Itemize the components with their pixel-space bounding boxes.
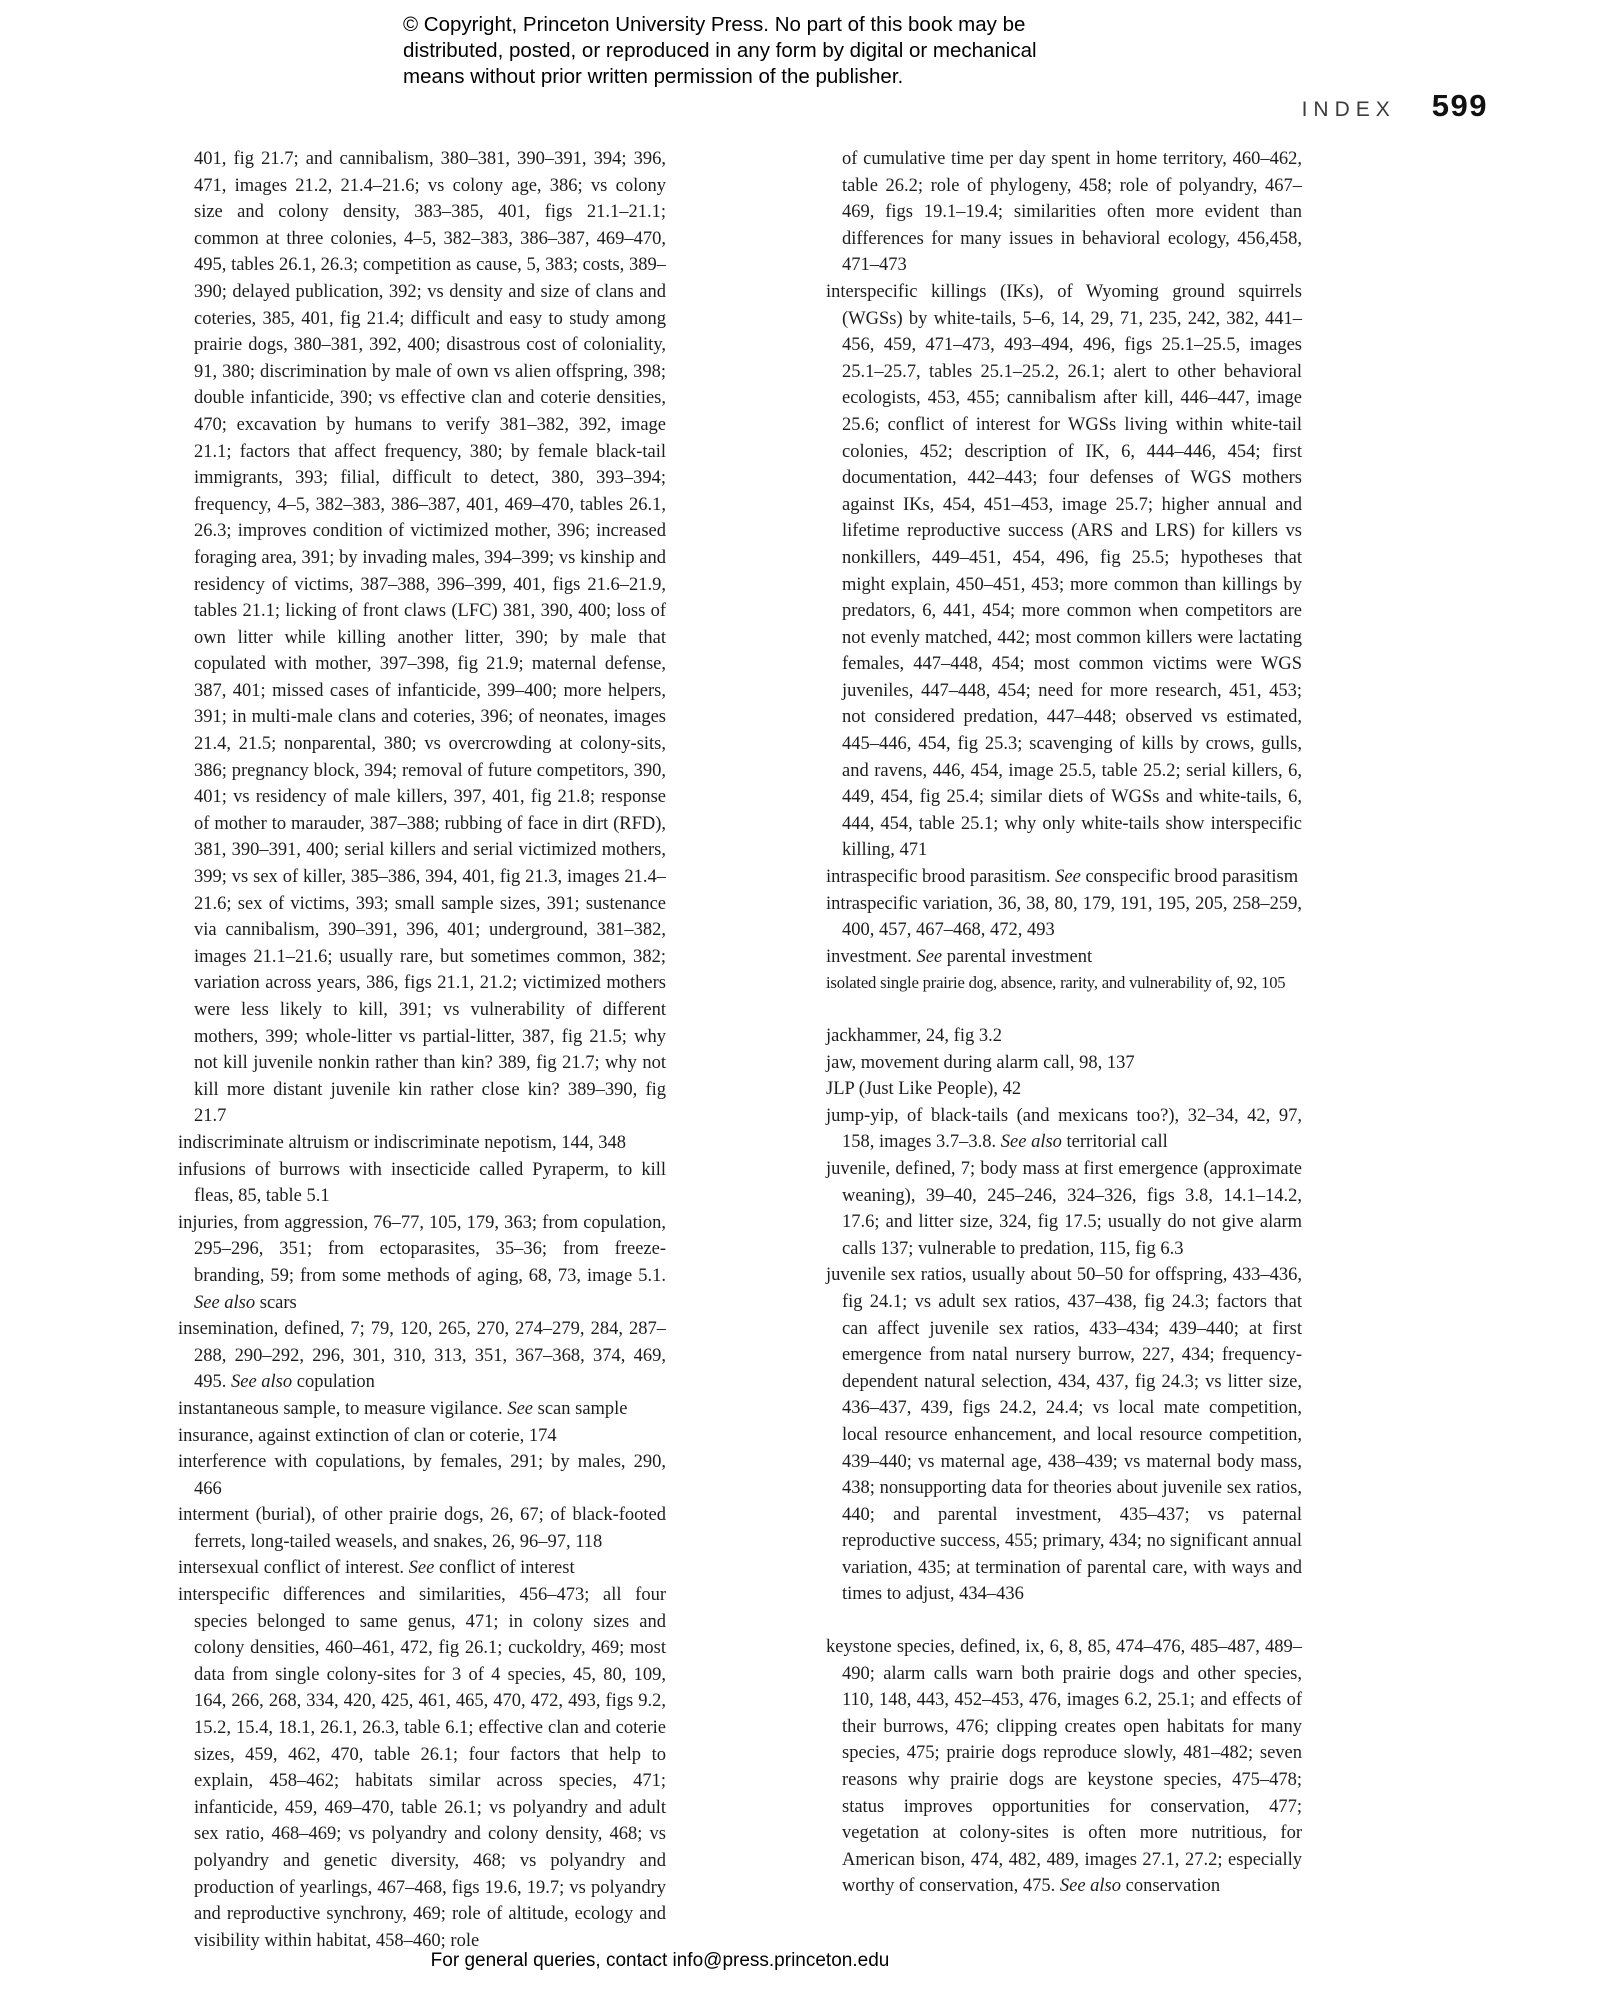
index-entry-text: instantaneous sample, to measure vigilance.	[178, 1398, 508, 1419]
cross-reference-label: See	[408, 1558, 435, 1579]
index-entry-text: scars	[255, 1292, 297, 1313]
index-entry-text: juvenile, defined, 7; body mass at first emergence (approximate weaning), 39–40, 245–246, 324–326, figs 3.8, 14.1–14.2, 17.6; and litter size, 324, fig 17.5; usually do not give alarm calls 137; vulnerable to predation, 115, fig 6.3	[826, 1158, 1302, 1259]
index-entry	[826, 1023, 1302, 1050]
index-entry-text: insemination, defined, 7; 79, 120, 265, 270, 274–279, 284, 287–288, 290–292, 296, 301, 310, 313, 351, 367–368, 374, 469, 495.	[178, 1319, 666, 1393]
copyright-notice	[403, 12, 1037, 90]
index-column-right	[826, 146, 1302, 1900]
index-entry	[826, 864, 1302, 891]
index-entry-text: 401, fig 21.7; and cannibalism, 380–381, 390–391, 394; 396, 471, images 21.2, 21.4–21.6; vs colony age, 386; vs colony size and colony density, 383–385, 401, figs 21.1–21.1; common at three colonies, 4–5, 382–383, 386–387, 469–470, 495, tables 26.1, 26.3; competition as cause, 5, 383; costs, 389–390; delayed publication, 392; vs density and size of clans and coteries, 385, 401, fig 21.4; difficult and easy to study among prairie dogs, 380–381, 392, 400; disastrous cost of coloniality, 91, 380; discrimination by male of own vs alien offspring, 398; double infanticide, 390; vs effective clan and coterie densities, 470; excavation by humans to verify 381–382, 392, image 21.1; factors that affect frequency, 380; by female black-tail immigrants, 393; filial, difficult to detect, 380, 393–394; frequency, 4–5, 382–383, 386–387, 401, 469–470, tables 26.1, 26.3; improves condition of victimized mother, 396; increased foraging area, 391; by invading males, 394–399; vs kinship and residency of victims, 387–388, 396–399, 401, figs 21.6–21.9, tables 21.1; licking of front claws (LFC) 381, 390, 400; loss of own litter while killing another litter, 390; by male that copulated with mother, 397–398, fig 21.9; maternal defense, 387, 401; missed cases of infanticide, 399–400; more helpers, 391; in multi-male clans and coteries, 396; of neonates, images 21.4, 21.5; nonparental, 380; vs overcrowding at colony-sits, 386; pregnancy block, 394; removal of future competitors, 390, 401; vs residency of male killers, 397, 401, fig 21.8; response of mother to marauder, 387–388; rubbing of face in dirt (RFD), 381, 390–391, 400; serial killers and serial victimized mothers, 399; vs sex of killer, 385–386, 394, 401, fig 21.3, images 21.4–21.6; sex of victims, 393; small sample sizes, 391; sustenance via cannibalism, 390–391, 396, 401; underground, 381–382, images 21.1–21.6; usually rare, but sometimes common, 382; variation across years, 386, figs 21.1, 21.2; victimized mothers were less likely to kill, 391; vs vulnerability of different mothers, 399; whole-litter vs partial-litter, 387, fig 21.5; why not kill juvenile nonkin rather than kin? 389, fig 21.7; why not kill more distant juvenile kin rather close kin? 389–390, fig 21.7	[194, 149, 666, 1127]
cross-reference-label: See also	[194, 1292, 256, 1313]
index-entry	[826, 279, 1302, 864]
index-entry	[826, 1050, 1302, 1077]
index-entry	[178, 1316, 666, 1396]
index-entry-text: interference with copulations, by females, 291; by males, 290, 466	[178, 1452, 666, 1499]
index-entry	[178, 1502, 666, 1555]
index-entry	[826, 1634, 1302, 1900]
copyright-line: means without prior written permission of the publisher.	[403, 65, 904, 88]
cross-reference-label: See also	[1059, 1876, 1121, 1897]
index-entry	[826, 1103, 1302, 1156]
index-entry-text: indiscriminate altruism or indiscriminate nepotism, 144, 348	[178, 1132, 627, 1153]
index-entry	[826, 1156, 1302, 1262]
index-entry	[178, 1157, 666, 1210]
copyright-line: © Copyright, Princeton University Press. No part of this book may be	[403, 13, 1026, 36]
index-entry	[178, 1423, 666, 1450]
index-entry	[178, 1396, 666, 1423]
cross-reference-label: See	[507, 1398, 533, 1419]
index-entry	[178, 1555, 666, 1582]
index-entry-text: interspecific killings (IKs), of Wyoming ground squirrels (WGSs) by white-tails, 5–6, 14, 29, 71, 235, 242, 382, 441–456, 459, 471–473, 493–494, 496, figs 25.1–25.5, images 25.1–25.7, tables 25.1–25.2, 26.1; alert to other behavioral ecologists, 453, 455; cannibalism after kill, 446–447, image 25.6; conflict of interest for WGSs living within white-tail colonies, 452; description of IK, 6, 444–446, 454; first documentation, 442–443; four defenses of WGS mothers against IKs, 454, 451–453, image 25.7; higher annual and lifetime reproductive success (ARS and LRS) for killers vs nonkillers, 449–451, 454, 496, fig 25.5; hypotheses that might explain, 450–451, 453; more common than killings by predators, 6, 441, 454; more common when competitors are not evenly matched, 442; most common killers were lactating females, 447–448, 454; most common victims were WGS juveniles, 447–448, 454; need for more research, 451, 453; not considered predation, 447–448; observed vs estimated, 445–446, 454, fig 25.3; scavenging of kills by crows, gulls, and ravens, 446, 454, image 25.5, table 25.2; serial killers, 6, 449, 454, fig 25.4; similar diets of WGSs and white-tails, 6, 444, 454, table 25.1; why only white-tails show interspecific killing, 471	[826, 281, 1302, 861]
index-entry-text: of cumulative time per day spent in home territory, 460–462, table 26.2; role of phylogeny, 458; role of polyandry, 467–469, figs 19.1–19.4; similarities often more evident than differences for many issues in behavioral ecology, 456,458, 471–473	[842, 149, 1302, 276]
index-entry-text: conservation	[1121, 1876, 1221, 1897]
index-entry-text: territorial call	[1061, 1132, 1168, 1153]
index-entry	[178, 1582, 666, 1954]
index-entry-text: conspecific brood parasitism	[1080, 867, 1299, 888]
page-number: 599	[1431, 88, 1488, 123]
index-entry-text: jaw, movement during alarm call, 98, 137	[826, 1052, 1135, 1073]
index-entry-text: copulation	[292, 1372, 375, 1393]
copyright-line: distributed, posted, or reproduced in any form by digital or mechanical	[403, 39, 1037, 62]
index-entry	[826, 944, 1302, 971]
index-entry-text: interspecific differences and similarities, 456–473; all four species belonged to same genus, 471; in colony sizes and colony densities, 460–461, 472, fig 26.1; cuckoldry, 469; most data from single colony-sites for 3 of 4 species, 45, 80, 109, 164, 266, 268, 334, 420, 425, 461, 465, 470, 472, 493, figs 9.2, 15.2, 15.4, 18.1, 26.1, 26.3, table 6.1; effective clan and coterie sizes, 459, 462, 470, table 26.1; four factors that help to explain, 458–462; habitats similar across species, 471; infanticide, 459, 469–470, table 26.1; vs polyandry and adult sex ratio, 468–469; vs polyandry and colony density, 468; vs polyandry and genetic diversity, 468; vs polyandry and production of yearlings, 467–468, figs 19.6, 19.7; vs polyandry and reproductive synchrony, 469; role of altitude, ecology and visibility within habitat, 458–460; role	[178, 1585, 666, 1951]
index-entry	[178, 1130, 666, 1157]
index-entry-text: scan sample	[533, 1398, 628, 1419]
index-entry-text: injuries, from aggression, 76–77, 105, 179, 363; from copulation, 295–296, 351; from ectoparasites, 35–36; from freeze-branding, 59; from some methods of aging, 68, 73, image 5.1.	[178, 1212, 666, 1286]
index-entry-text: isolated single prairie dog, absence, rarity, and vulnerability of, 92, 105	[826, 973, 1286, 993]
index-entry	[178, 1210, 666, 1316]
index-entry-text: parental investment	[942, 946, 1093, 967]
index-entry	[826, 1076, 1302, 1103]
index-entry	[826, 1262, 1302, 1608]
index-entry-text: intraspecific brood parasitism.	[826, 867, 1056, 888]
index-entry-text: insurance, against extinction of clan or coterie, 174	[178, 1425, 557, 1446]
index-entry-text: interment (burial), of other prairie dogs, 26, 67; of black-footed ferrets, long-tailed weasels, and snakes, 26, 96–97, 118	[178, 1505, 666, 1552]
index-entry-text: juvenile sex ratios, usually about 50–50 for offspring, 433–436, fig 24.1; vs adult sex ratios, 437–438, fig 24.3; factors that can affect juvenile sex ratios, 433–434; 439–440; at first emergence from natal nursery burrow, 227, 434; frequency-dependent natural selection, 434, 437, fig 24.3; vs litter size, 436–437, 439, figs 24.2, 24.4; vs local mate competition, local resource enhancement, and local resource competition, 439–440; vs maternal age, 438–439; vs maternal body mass, 438; nonsupporting data for theories about juvenile sex ratios, 440; and parental investment, 435–437; vs paternal reproductive success, 455; primary, 434; no significant annual variation, 435; at termination of parental care, with ways and times to adjust, 434–436	[826, 1265, 1302, 1605]
footer-contact: For general queries, contact info@press.princeton.edu	[430, 1950, 890, 1971]
index-entry-text: intersexual conflict of interest.	[178, 1558, 409, 1579]
index-entry-text: JLP (Just Like People), 42	[826, 1079, 1022, 1100]
cross-reference-label: See also	[231, 1372, 293, 1393]
cross-reference-label: See	[1055, 867, 1081, 888]
index-entry-text: conflict of interest	[434, 1558, 575, 1579]
index-entry-text: jump-yip, of black-tails (and mexicans too?), 32–34, 42, 97, 158, images 3.7–3.8.	[826, 1105, 1302, 1153]
index-entry	[826, 970, 1302, 997]
section-title: INDEX	[1301, 98, 1396, 121]
cross-reference-label: See also	[1000, 1132, 1062, 1153]
index-column-left	[178, 146, 666, 1954]
index-entry-text: infusions of burrows with insecticide called Pyraperm, to kill fleas, 85, table 5.1	[178, 1159, 666, 1207]
index-entry-continuation	[826, 146, 1302, 279]
index-entry	[826, 891, 1302, 944]
index-entry-text: jackhammer, 24, fig 3.2	[826, 1026, 1002, 1046]
index-entry-text: intraspecific variation, 36, 38, 80, 179, 191, 195, 205, 258–259, 400, 457, 467–468, 472, 493	[826, 893, 1302, 941]
index-entry-text: investment.	[826, 946, 917, 967]
cross-reference-label: See	[916, 946, 943, 967]
index-entry-text: keystone species, defined, ix, 6, 8, 85, 474–476, 485–487, 489–490; alarm calls warn both prairie dogs and other species, 110, 148, 443, 452–453, 476, images 6.2, 25.1; and effects of their burrows, 476; clipping creates open habitats for many species, 475; prairie dogs reproduce slowly, 481–482; seven reasons why prairie dogs are keystone species, 475–478; status improves opportunities for conservation, 477; vegetation at colony-sites is often more nutritious, for American bison, 474, 482, 489, images 27.1, 27.2; especially worthy of conservation, 475.	[826, 1637, 1302, 1897]
index-entry-continuation	[178, 146, 666, 1130]
running-head	[1302, 88, 1488, 124]
index-entry	[178, 1449, 666, 1502]
